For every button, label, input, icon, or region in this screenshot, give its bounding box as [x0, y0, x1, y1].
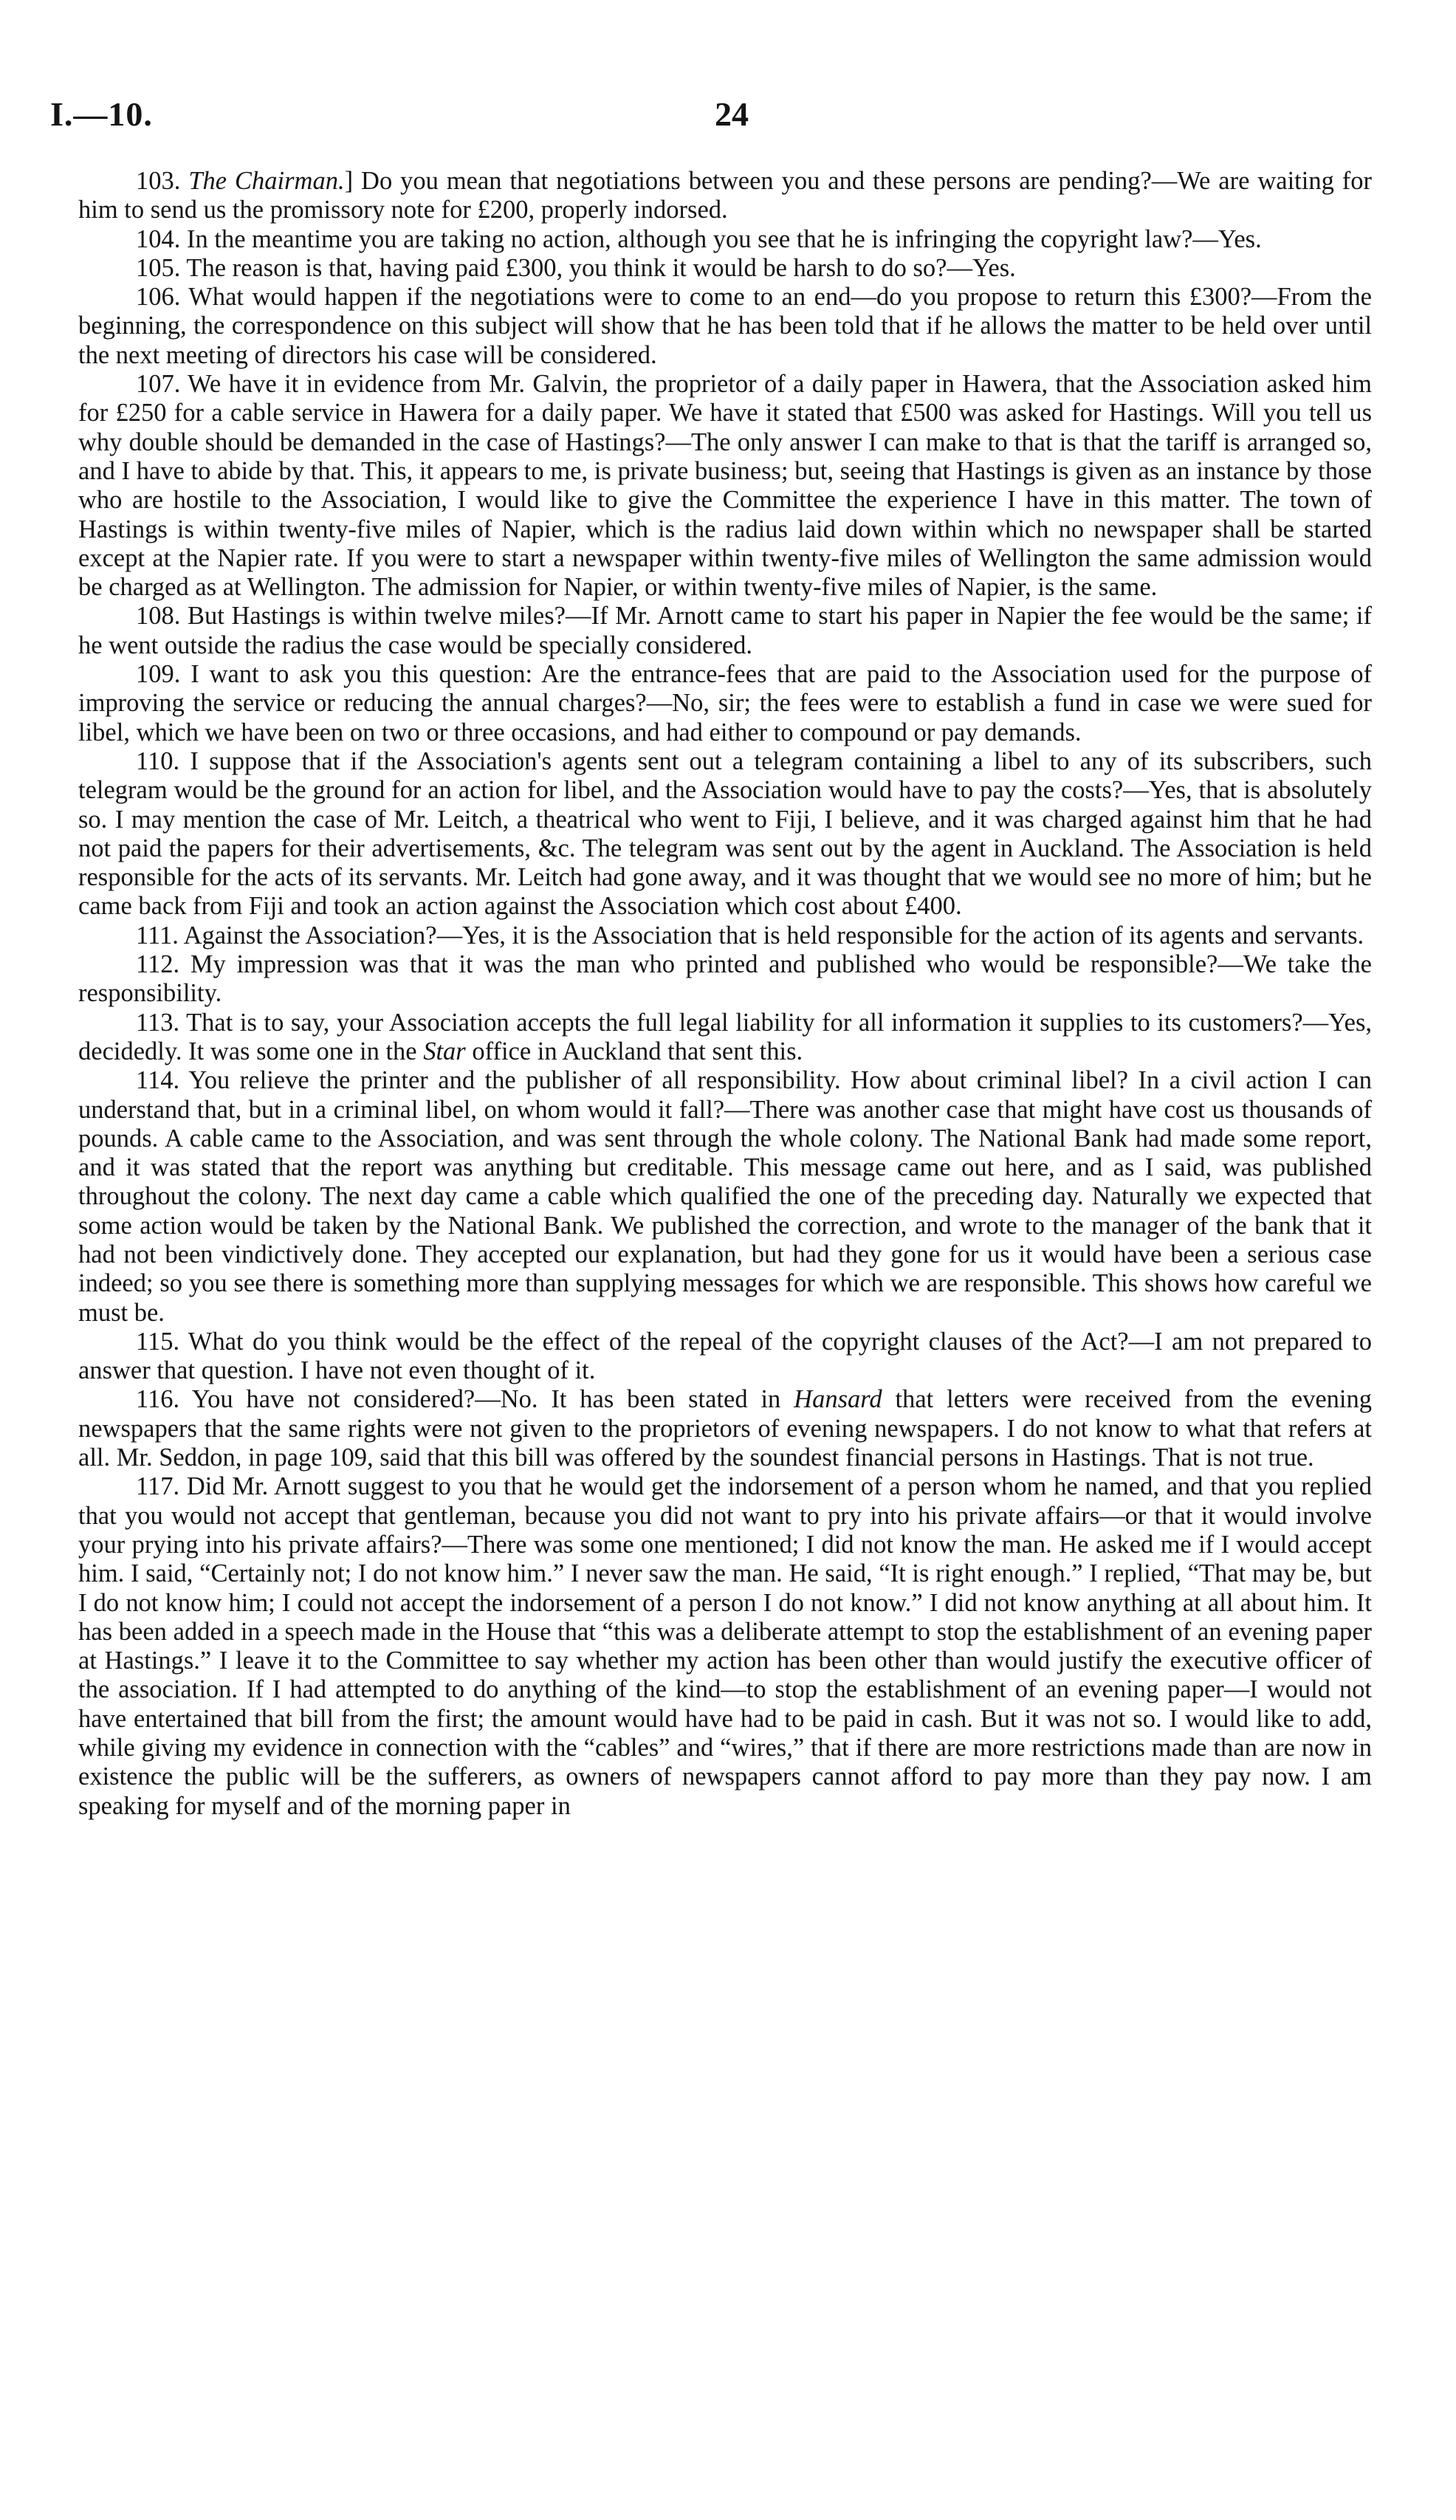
paragraph-103 — [78, 167, 1372, 225]
paragraph-number: 115. — [136, 1327, 180, 1356]
paragraph-text: What do you think would be the effect of the repeal of the copyright clauses of the Act?—I am not prepared to answer that question. I have not even thought of it. — [78, 1327, 1372, 1385]
paragraph-116 — [78, 1385, 1372, 1472]
paragraph-105 — [78, 254, 1372, 283]
paragraph-111 — [78, 921, 1372, 950]
paragraph-number: 111. — [136, 921, 179, 950]
speaker-name: The Chairman. — [188, 167, 345, 195]
paragraph-106 — [78, 283, 1372, 370]
paragraph-number: 116. — [136, 1385, 180, 1414]
paragraph-text: What would happen if the negotiations were to come to an end—do you propose to return this £300?—From the beginning, the correspondence on this subject will show that he has been told that if he allows the matter to be held over until the next meeting of directors his case will be considered. — [78, 283, 1372, 369]
paragraph-text-continued: office in Auckland that sent this. — [465, 1037, 803, 1065]
paragraph-text: In the meantime you are taking no action, although you see that he is infringing the copyright law?—Yes. — [187, 224, 1262, 253]
paragraph-number: 113. — [136, 1008, 180, 1037]
paragraph-number: 114. — [136, 1066, 180, 1095]
paragraph-113 — [78, 1009, 1372, 1067]
paragraph-number: 110. — [136, 746, 180, 775]
paragraph-text: That is to say, your Association accepts the full legal liability for all information it supplies to its customers?—Yes, decidedly. It was some one in the — [78, 1008, 1372, 1065]
paragraph-text: Against the Association?—Yes, it is the Association that is held responsible for the action of its agents and servants. — [183, 921, 1364, 950]
paragraph-112 — [78, 950, 1372, 1009]
paragraph-number: 104. — [136, 224, 181, 253]
paragraph-number: 105. — [136, 253, 181, 282]
paragraph-text: My impression was that it was the man who printed and published who would be responsible?—We take the responsibility. — [78, 950, 1372, 1008]
document-number: I.—10. — [50, 95, 153, 133]
hansard-reference: Hansard — [794, 1385, 882, 1414]
paragraph-number: 107. — [136, 370, 181, 399]
paragraph-number: 109. — [136, 660, 181, 689]
newspaper-name: Star — [423, 1037, 466, 1065]
paragraph-text: We have it in evidence from Mr. Galvin, the proprietor of a daily paper in Hawera, that the Association asked him for £250 for a cable service in Hawera for a daily paper. We have it stated that £500 was asked for Hastings. Will you tell us why double should be demanded in the case of Hastings?—The only answer I can make to that is that the tariff is arranged so, and I have to abide by that. This, it appears to me, is private business; but, seeing that Hastings is given as an instance by those who are hostile to the Association, I would like to give the Committee the experience I have in this matter. The town of Hastings is within twenty-five miles of Napier, which is the radius laid down within which no newspaper shall be started except at the Napier rate. If you were to start a newspaper within twenty-five miles of Wellington the same admission would be charged as at Wellington. The admission for Napier, or within twenty-five miles of Napier, is the same. — [78, 370, 1372, 602]
paragraph-115 — [78, 1328, 1372, 1386]
paragraph-104 — [78, 225, 1372, 254]
paragraph-114 — [78, 1066, 1372, 1328]
page-header — [50, 95, 1379, 154]
paragraph-number: 103. — [136, 167, 181, 195]
paragraph-text: You relieve the printer and the publisher of all responsibility. How about criminal libel? In a civil action I can understand that, but in a criminal libel, on whom would it fall?—There was another case that might have cost us thousands of pounds. A cable came to the Association, and was sent through the whole colony. The National Bank had made some report, and it was stated that the report was anything but creditable. This message came out here, and as I said, was published throughout the colony. The next day came a cable which qualified the one of the preceding day. Naturally we expected that some action would be taken by the National Bank. We published the correction, and wrote to the manager of the bank that it had not been vindictively done. They accepted our explanation, but had they gone for us it would have been a serious case indeed; so you see there is something more than supplying messages for which we are responsible. This shows how careful we must be. — [78, 1066, 1372, 1327]
paragraph-text: I want to ask you this question: Are the entrance-fees that are paid to the Association used for the purpose of improving the service or reducing the annual charges?—No, sir; the fees were to establish a fund in case we were sued for libel, which we have been on two or three occasions, and had either to compound or pay demands. — [78, 660, 1372, 746]
paragraph-117 — [78, 1472, 1372, 1821]
paragraph-text-continued: that letters were received from the evening newspapers that the same rights were not given to the proprietors of evening newspapers. I do not know to what that refers at all. Mr. Seddon, in page 109, said that this bill was offered by the soundest financial persons in Hastings. That is not true. — [78, 1385, 1372, 1472]
paragraph-text: I suppose that if the Association's agents sent out a telegram containing a libel to any of its subscribers, such telegram would be the ground for an action for libel, and the Association would have to pay the costs?—Yes, that is absolutely so. I may mention the case of Mr. Leitch, a theatrical who went to Fiji, I believe, and it was charged against him that he had not paid the papers for their advertisements, &c. The telegram was sent out by the agent in Auckland. The Association is held responsible for the acts of its servants. Mr. Leitch had gone away, and it was thought that we would see no more of him; but he came back from Fiji and took an action against the Association which cost about £400. — [78, 746, 1372, 921]
paragraph-108 — [78, 602, 1372, 660]
paragraph-number: 108. — [136, 602, 181, 631]
paragraph-text: Did Mr. Arnott suggest to you that he would get the indorsement of a person whom he named, and that you replied that you would not accept that gentleman, because you did not want to pry into his private affairs—or that it would involve your prying into his private affairs?—There was some one mentioned; I did not know the man. He asked me if I would accept him. I said, “Certainly not; I do not know him.” I never saw the man. He said, “It is right enough.” I replied, “That may be, but I do not know him; I could not accept the indorsement of a person I do not know.” I did not know anything at all about him. It has been added in a speech made in the House that “this was a deliberate attempt to stop the establishment of an evening paper at Hastings.” I leave it to the Committee to say whether my action has been other than would justify the executive officer of the association. If I had attempted to do anything of the kind—to stop the establishment of an evening paper—I would not have entertained that bill from the first; the amount would have had to be paid in cash. But it was not so. I would like to add, while giving my evidence in connection with the “cables” and “wires,” that if there are more restrictions made than are now in existence the public will be the sufferers, as owners of newspapers cannot afford to pay more than they pay now. I am speaking for myself and of the morning paper in — [78, 1472, 1372, 1820]
paragraph-number: 117. — [136, 1472, 180, 1501]
paragraph-text: But Hastings is within twelve miles?—If Mr. Arnott came to start his paper in Napier the fee would be the same; if he went outside the radius the case would be specially considered. — [78, 602, 1372, 659]
paragraph-107 — [78, 370, 1372, 602]
paragraph-number: 112. — [136, 950, 180, 979]
evidence-text — [78, 167, 1372, 2397]
paragraph-109 — [78, 660, 1372, 747]
paragraph-text: You have not considered?—No. It has been stated in — [191, 1385, 794, 1414]
paragraph-text: The reason is that, having paid £300, you think it would be harsh to do so?—Yes. — [186, 253, 1016, 282]
paragraph-text: ] Do you mean that negotiations between you and these persons are pending?—We are waiting for him to send us the promissory note for £200, properly indorsed. — [78, 167, 1373, 224]
paragraph-number: 106. — [136, 283, 181, 312]
page-number: 24 — [715, 95, 749, 133]
paragraph-110 — [78, 747, 1372, 921]
